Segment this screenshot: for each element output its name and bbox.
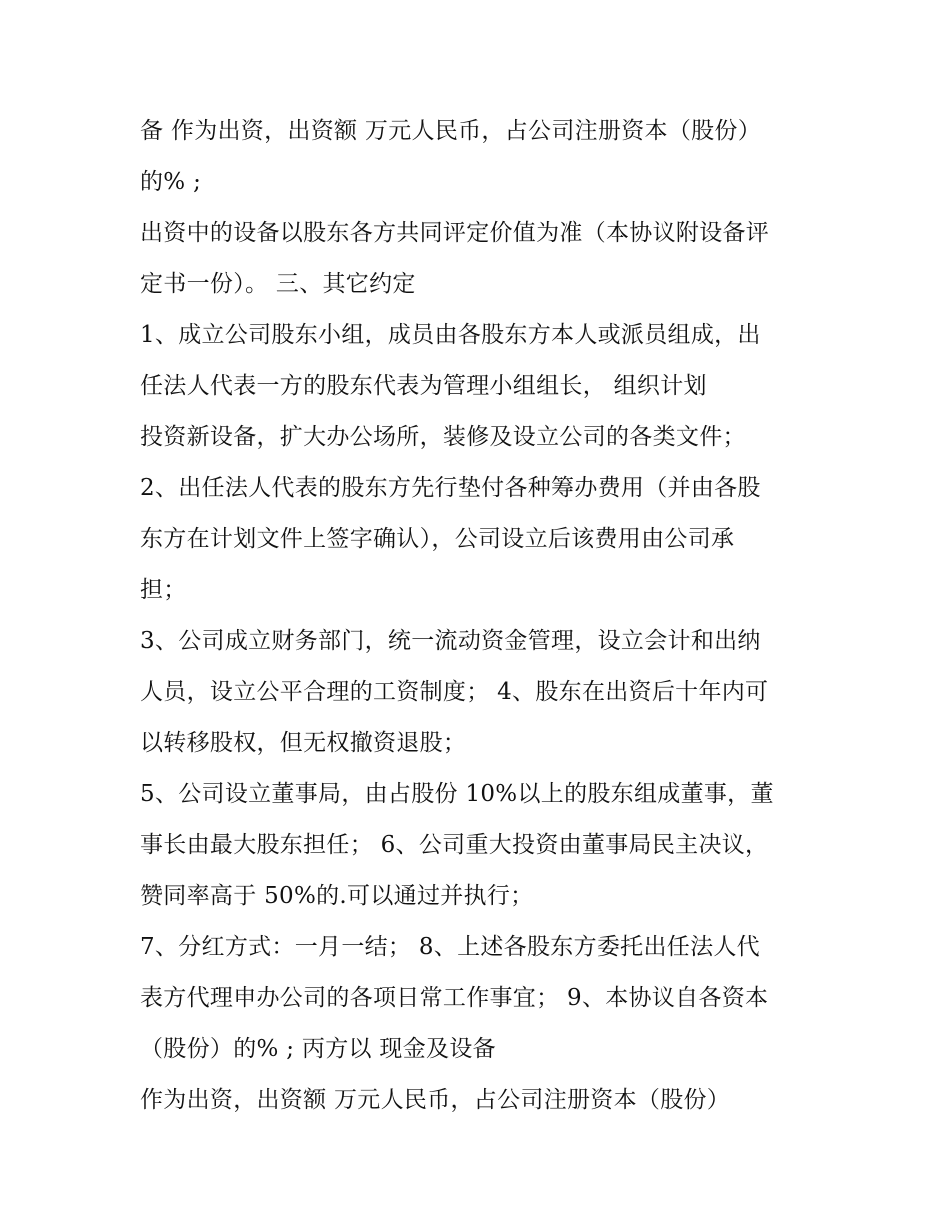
text-line-20: 作为出资，出资额 万元人民币，占公司注册资本（股份） xyxy=(140,1087,731,1113)
text-line-5: 1、成立公司股东小组，成员由各股东方本人或派员组成，出 xyxy=(140,322,761,348)
text-line-2: 的% ; xyxy=(140,169,202,195)
text-line-14: 5、公司设立董事局，由占股份 10%以上的股东组成董事，董 xyxy=(140,781,774,807)
text-line-18: 表方代理申办公司的各项日常工作事宜； 9、本协议自各资本 xyxy=(140,985,769,1011)
text-line-19: （股份）的% ; 丙方以 现金及设备 xyxy=(140,1036,496,1062)
text-line-10: 担； xyxy=(140,577,187,603)
text-line-17: 7、分红方式：一月一结； 8、上述各股东方委托出任法人代 xyxy=(140,934,760,960)
document-body xyxy=(140,106,820,1126)
text-line-4: 定书一份）。 三、其它约定 xyxy=(140,271,416,297)
text-line-6: 任法人代表一方的股东代表为管理小组组长， 组织计划 xyxy=(140,373,707,399)
text-line-15: 事长由最大股东担任； 6、公司重大投资由董事局民主决议， xyxy=(140,832,769,858)
text-line-8: 2、出任法人代表的股东方先行垫付各种筹办费用（并由各股 xyxy=(140,475,761,501)
text-line-16: 赞同率高于 50%的.可以通过并执行； xyxy=(140,883,534,909)
text-line-13: 以转移股权，但无权撤资退股； xyxy=(140,730,467,756)
text-line-11: 3、公司成立财务部门，统一流动资金管理，设立会计和出纳 xyxy=(140,628,761,654)
text-line-3: 出资中的设备以股东各方共同评定价值为准（本协议附设备评 xyxy=(140,220,770,246)
text-line-1: 备 作为出资，出资额 万元人民币，占公司注册资本（股份） xyxy=(140,118,762,144)
text-line-7: 投资新设备，扩大办公场所，装修及设立公司的各类文件； xyxy=(140,424,746,450)
text-line-12: 人员，设立公平合理的工资制度； 4、股东在出资后十年内可 xyxy=(140,679,769,705)
text-line-9: 东方在计划文件上签字确认），公司设立后该费用由公司承 xyxy=(140,526,735,552)
